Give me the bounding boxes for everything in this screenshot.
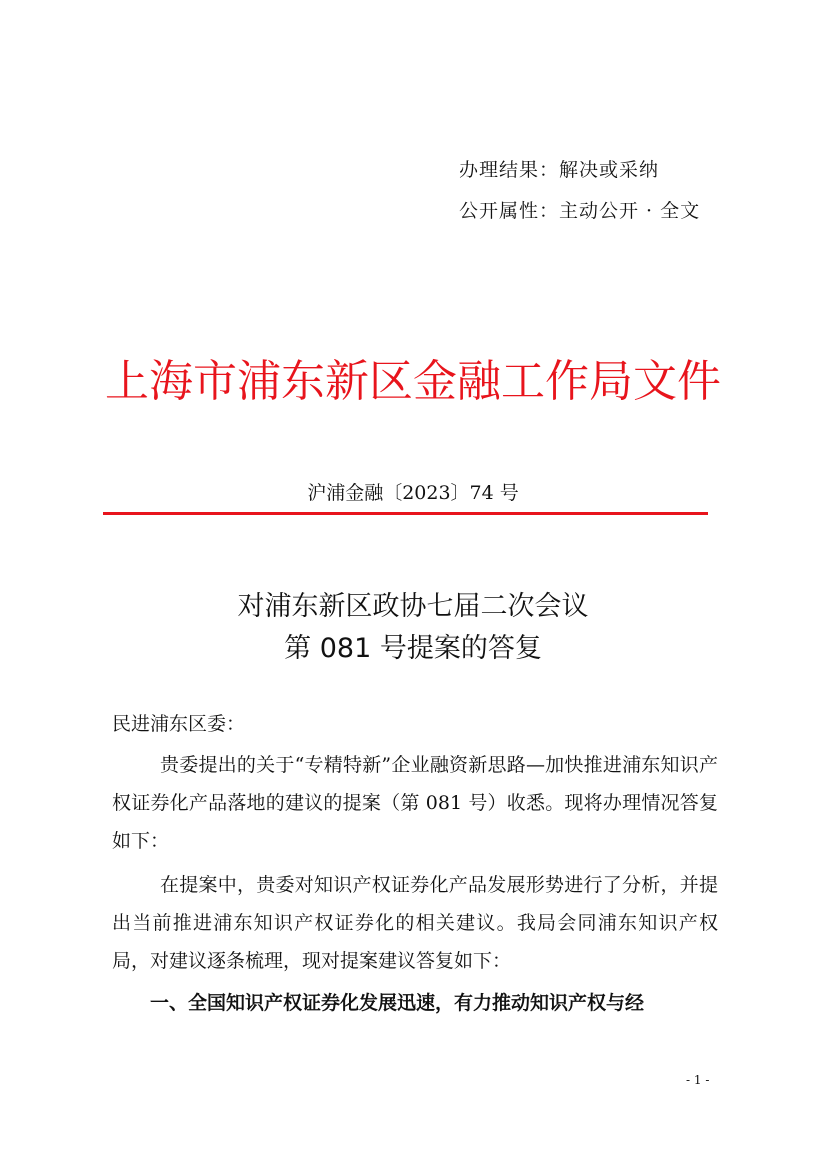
page-number: - 1 - <box>686 1073 710 1087</box>
document-title-line-1: 对浦东新区政协七届二次会议 <box>237 591 589 622</box>
disclosure-attribute: 公开属性：主动公开 · 全文 <box>459 200 701 222</box>
body-paragraph-1: 贵委提出的关于“专精特新”企业融资新思路—加快推进浦东知识产权证券化产品落地的建议的提案（第 081 号）收悉。现将办理情况答复如下： <box>112 754 718 852</box>
agency-document-header: 上海市浦东新区金融工作局文件 <box>105 356 721 407</box>
red-divider-line <box>103 512 708 515</box>
document-title-line-2: 第 081 号提案的答复 <box>284 633 542 664</box>
handling-result: 办理结果：解决或采纳 <box>459 159 660 181</box>
salutation: 民进浦东区委： <box>112 713 246 735</box>
document-number: 沪浦金融〔2023〕74 号 <box>307 482 519 504</box>
body-paragraph-2: 在提案中，贵委对知识产权证券化产品发展形势进行了分析，并提出当前推进浦东知识产权证券化的相关建议。我局会同浦东知识产权局，对建议逐条梳理，现对提案建议答复如下： <box>112 874 718 972</box>
section-heading-1: 一、全国知识产权证券化发展迅速，有力推动知识产权与经 <box>150 992 645 1014</box>
